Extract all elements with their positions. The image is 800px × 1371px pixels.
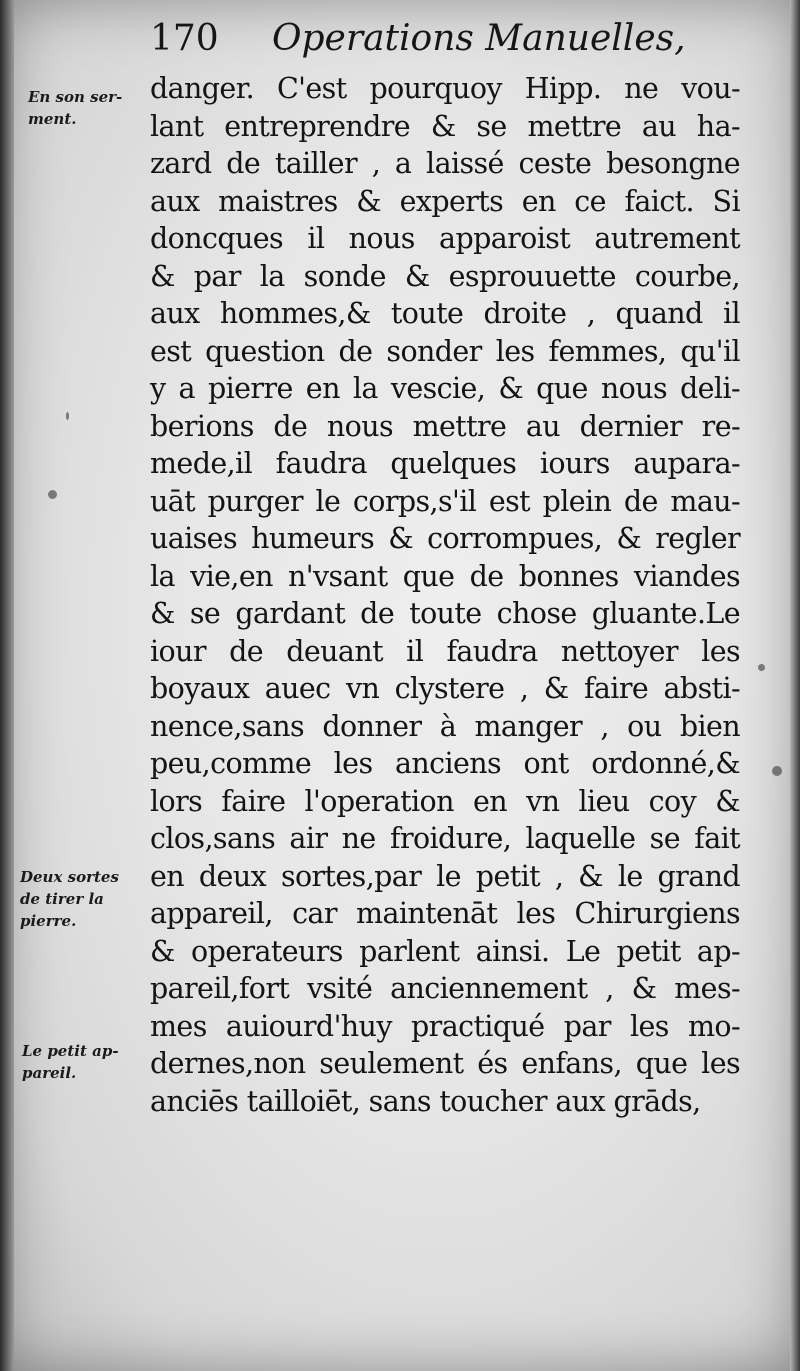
text-line: mes auiourd'huy practiqué par les mo- bbox=[150, 1009, 740, 1043]
margin-note-line: Deux sortes bbox=[20, 868, 119, 886]
text-line: nence,sans donner à manger , ou bien bbox=[150, 709, 740, 743]
text-line: uāt purger le corps,s'il est plein de mau- bbox=[150, 484, 740, 518]
page-edge-right bbox=[790, 0, 800, 1371]
margin-note-line: En son ser- bbox=[28, 88, 123, 106]
margin-note bbox=[22, 1040, 119, 1084]
margin-note bbox=[28, 86, 122, 130]
text-line: doncques il nous apparoist autrement bbox=[150, 222, 740, 255]
text-line: & se gardant de toute chose gluante.Le bbox=[150, 597, 740, 630]
text-line: & operateurs parlent ainsi. Le petit ap- bbox=[150, 934, 740, 968]
ink-speck bbox=[772, 766, 782, 776]
text-line: mede,il faudra quelques iours aupara- bbox=[150, 447, 740, 480]
ink-speck bbox=[48, 490, 57, 499]
text-line: lors faire l'operation en vn lieu coy & bbox=[150, 784, 740, 818]
text-line: zard de tailler , a laissé ceste besongne bbox=[150, 147, 740, 180]
margin-note-line: pierre. bbox=[20, 912, 77, 930]
text-line: en deux sortes,par le petit , & le grand bbox=[150, 859, 740, 893]
margin-note-line: de tirer la bbox=[20, 890, 104, 908]
text-line: y a pierre en la vescie, & que nous deli- bbox=[150, 372, 740, 405]
page-edge-left bbox=[0, 0, 14, 1371]
text-line: appareil, car maintenāt les Chirurgiens bbox=[150, 897, 740, 930]
text-line: la vie,en n'vsant que de bonnes viandes bbox=[150, 559, 740, 593]
page-header bbox=[150, 14, 750, 64]
text-line: dernes,non seulement és enfans, que les bbox=[150, 1047, 740, 1080]
text-line: aux hommes,& toute droite , quand il bbox=[150, 297, 740, 330]
ink-speck bbox=[66, 412, 69, 420]
text-line: aux maistres & experts en ce faict. Si bbox=[150, 184, 740, 218]
text-line: boyaux auec vn clystere , & faire absti- bbox=[150, 672, 740, 705]
text-line: uaises humeurs & corrompues, & regler bbox=[150, 522, 740, 555]
text-line: danger. C'est pourquoy Hipp. ne vou- bbox=[150, 72, 740, 105]
ink-speck bbox=[758, 664, 765, 671]
running-head: Operations Manuelles, bbox=[272, 18, 686, 59]
text-line: berions de nous mettre au dernier re- bbox=[150, 409, 740, 443]
body-text bbox=[150, 70, 740, 1120]
text-line: pareil,fort vsité anciennement , & mes- bbox=[150, 972, 740, 1005]
margin-note-line: ment. bbox=[28, 110, 77, 128]
margin-note bbox=[20, 866, 119, 932]
margin-note-line: Le petit ap- bbox=[22, 1042, 119, 1060]
text-line: lant entreprendre & se mettre au ha- bbox=[150, 109, 740, 143]
text-line: iour de deuant il faudra nettoyer les bbox=[150, 634, 740, 668]
text-line: clos,sans air ne froidure, laquelle se fait bbox=[150, 822, 740, 855]
text-line: & par la sonde & esprouuette courbe, bbox=[150, 259, 740, 293]
text-line: est question de sonder les femmes, qu'il bbox=[150, 334, 740, 368]
margin-note-line: pareil. bbox=[22, 1064, 77, 1082]
text-line: anciēs tailloiēt, sans toucher aux grāds, bbox=[150, 1084, 701, 1118]
page-number: 170 bbox=[150, 18, 219, 59]
text-line: peu,comme les anciens ont ordonné,& bbox=[150, 747, 740, 780]
